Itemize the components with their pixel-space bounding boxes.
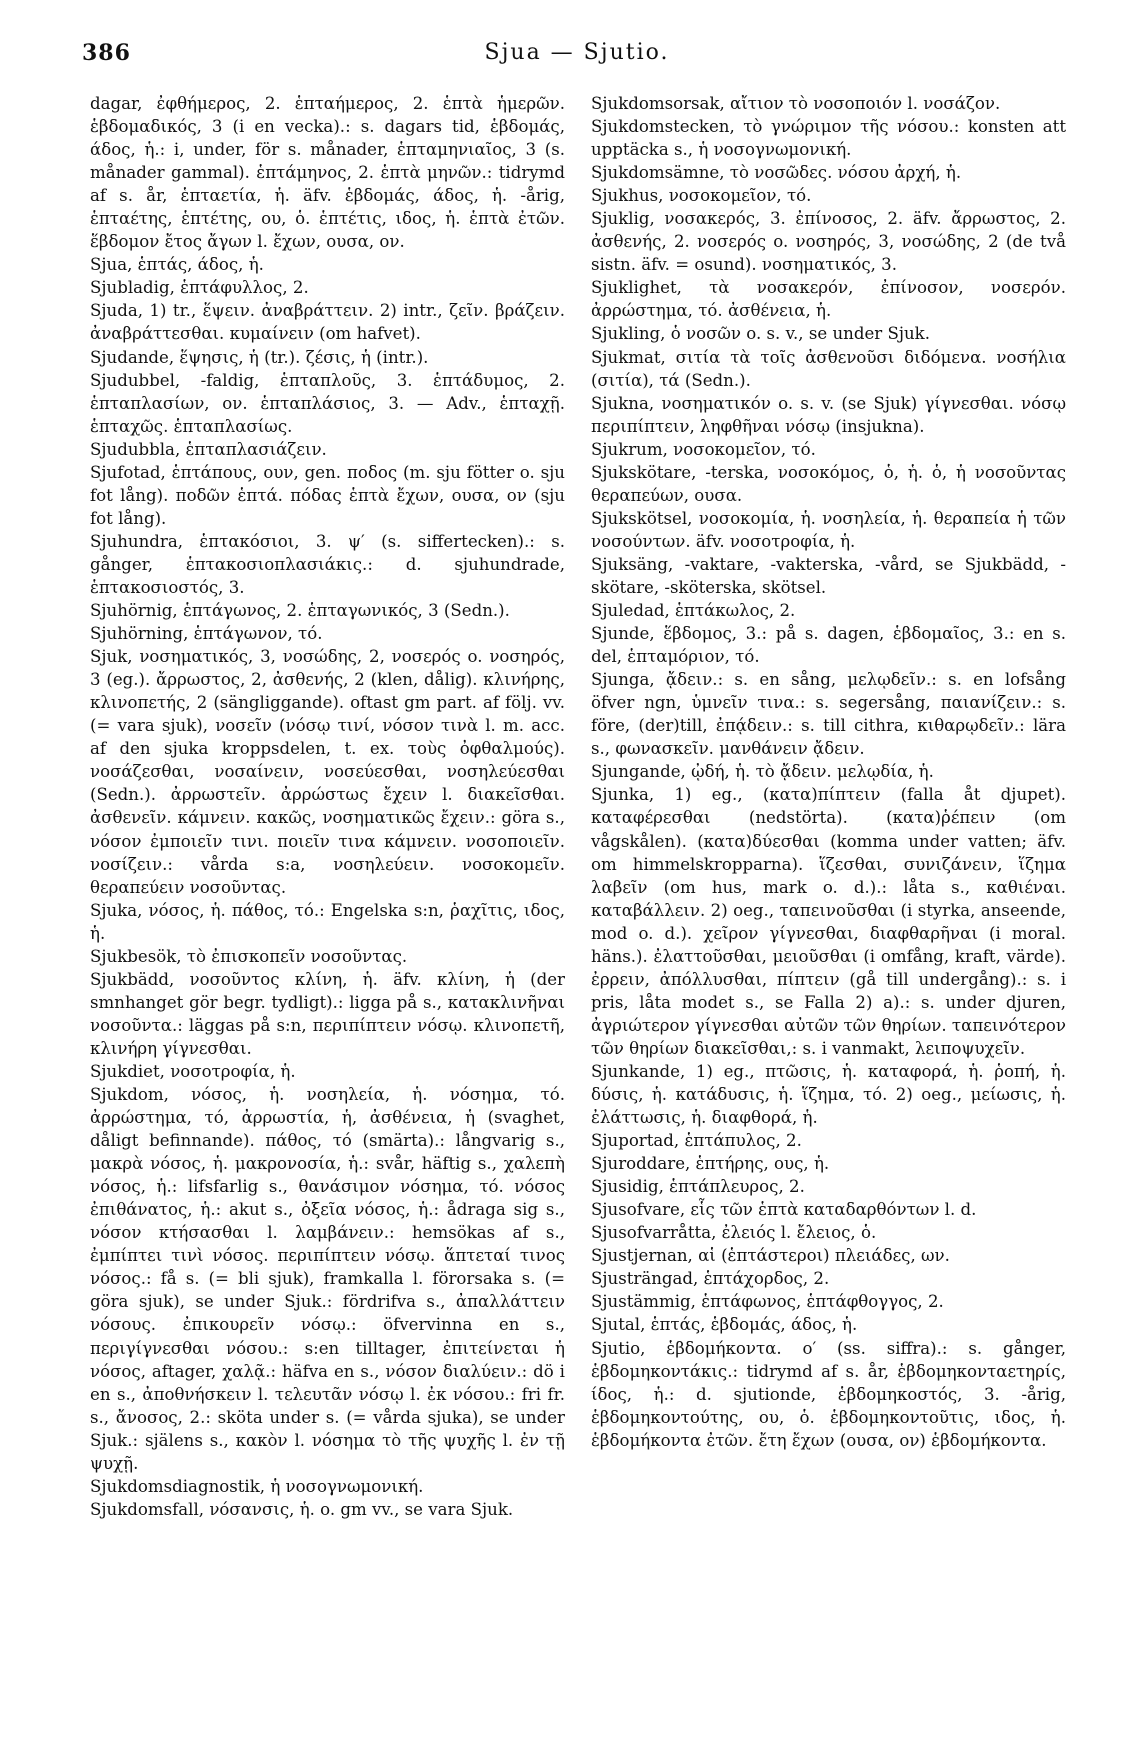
dictionary-entry: Sjudande, ἕψησις, ἡ (tr.). ζέσις, ἡ (intr.).: [90, 347, 429, 367]
dictionary-entry: Sjuklighet, τὰ νοσακερόν, ἐπίνοσον, νοσερόν. ἀρρώστημα, τό. ἀσθένεια, ἡ.: [591, 278, 1066, 321]
dictionary-entry: Sjuklig, νοσακερός, 3. ἐπίνοσος, 2. äfv. ἄρρωστος, 2. ἀσθενής, 2. νοσερός o. νοσηρός, 3, νοσώδης, 2 (de två sistn. äfv. = osund). νοσηματικός, 3.: [591, 209, 1066, 275]
dictionary-entry: Sjudubbla, ἑπταπλασιάζειν.: [90, 439, 327, 459]
dictionary-entry: Sjukdiet, νοσοτροφία, ἡ.: [90, 1061, 296, 1081]
dictionary-entry: Sjuka, νόσος, ἡ. πάθος, τό.: Engelska s:n, ῥαχῖτις, ιδος, ἡ.: [90, 900, 565, 943]
dictionary-entry: Sjukbädd, νοσοῦντος κλίνη, ἡ. äfv. κλίνη, ἡ (der smnhanget gör begr. tydligt).: ligga på s., κατακλινῆναι νοσοῦντα.: läggas på s:n, περιπίπτειν νόσῳ. κλινοπετῆ, κλινήρη γίγνεσθαι.: [90, 969, 565, 1058]
dictionary-entry: Sjuledad, ἑπτάκωλος, 2.: [591, 601, 796, 621]
dictionary-entry: Sjuportad, ἑπτάπυλος, 2.: [591, 1131, 802, 1151]
dictionary-entry: Sjuhörnig, ἑπτάγωνος, 2. ἑπταγωνικός, 3 (Sedn.).: [90, 601, 510, 621]
dictionary-entry: Sjunka, 1) eg., (κατα)πίπτειν (falla åt djupet). καταφέρεσθαι (nedstörta). (κατα)ῥέπειν (om vågskålen). (κατα)δύεσθαι (komma under vatten; äfv. om himmelskropparna). ἵζεσθαι, συνιζάνειν, ἵζημα λαβεῖν (om hus, mark o. d.).: låta s., καθιέναι. καταβάλλειν. 2) oeg., ταπεινοῦσθαι (i styrka, anseende, mod o. d.). χεῖρον γίγνεσθαι, διαφθαρῆναι (i moral. häns.). ἐλαττοῦσθαι, μειοῦσθαι (i omfång, kraft, värde). ἐρρειν, ἀπόλλυσθαι, πίπτειν (gå till undergång).: s. i pris, låta modet s., se Falla 2) a).: s. under djuren, ἀγριώτερον γίγνεσθαι αὐτῶν τῶν θηρίων. ταπεινότερον τῶν θηρίων διακεῖσθαι,: s. i vanmakt, λειποψυχεῖν.: [591, 785, 1067, 1058]
dictionary-entry: Sjusidig, ἑπτάπλευρος, 2.: [591, 1177, 805, 1197]
dictionary-entry: Sjusofvarråtta, ἐλειός l. ἔλειος, ὁ.: [591, 1223, 877, 1243]
dictionary-entry: Sjukbesök, τὸ ἐπισκοπεῖν νοσοῦντας.: [90, 946, 408, 966]
dictionary-entry: Sjustämmig, ἑπτάφωνος, ἑπτάφθογγος, 2.: [591, 1292, 944, 1312]
dictionary-entry: Sjukdom, νόσος, ἡ. νοσηλεία, ἡ. νόσημα, τό. ἀρρώστημα, τό, ἀρρωστία, ἡ, ἀσθένεια, ἡ (svaghet, dåligt befinnande). πάθος, τό (smärta).: långvarig s., μακρὰ νόσος, ἡ. μακρονοσία, ἡ.: svår, häftig s., χαλεπὴ νόσος, ἡ.: lifsfarlig s., θανάσιμον νόσημα, τό. νόσος ἐπιθάνατος, ἡ.: akut s., ὀξεῖα νόσος, ἡ.: ådraga sig s., νόσον κτήσασθαι l. λαμβάνειν.: hemsökas af s., ἐμπίπτει τινὶ νόσος. περιπίπτειν νόσῳ. ἅπτεταί τινος νόσος.: få s. (= bli sjuk), framkalla l. förorsaka s. (= göra sjuk), se under Sjuk.: fördrifva s., ἀπαλλάττειν νόσους. ἐπικουρεῖν νόσῳ.: öfvervinna en s., περιγίγνεσθαι νόσου.: s:en tilltager, ἐπιτείνεται ἡ νόσος, aftager, χαλᾷ.: häfva en s., νόσον διαλύειν.: dö i en s., ἀποθνήσκειν l. τελευτᾶν νόσῳ l. ἐκ νόσου.: fri fr. s., ἄνοσος, 2.: sköta under s. (= vårda sjuka), se under Sjuk.: själens s., κακὸν l. νόσημα τὸ τῆς ψυχῆς l. ἐν τῇ ψυχῇ.: [90, 1085, 565, 1473]
dictionary-entry: Sjukdomstecken, τὸ γνώριμον τῆς νόσου.: konsten att upptäcka s., ἡ νοσογνωμονική.: [591, 117, 1066, 160]
right-column: [591, 92, 1066, 1452]
dictionary-entry: Sjufotad, ἑπτάπους, ουν, gen. ποδος (m. sju fötter o. sju fot lång). ποδῶν ἑπτά. πόδας ἑπτὰ ἔχων, ουσα, ον (sju fot lång).: [90, 462, 565, 528]
dictionary-entry: Sjukdomsorsak, αἴτιον τὸ νοσοποιόν l. νοσάζον.: [591, 94, 1001, 113]
dictionary-entry: Sjukskötare, -terska, νοσοκόμος, ὁ, ἡ. ὁ, ἡ νοσοῦντας θεραπεύων, ουσα.: [591, 462, 1066, 505]
dictionary-entry: Sjubladig, ἑπτάφυλλος, 2.: [90, 278, 309, 298]
dictionary-entry: Sjusofvare, εἷς τῶν ἑπτὰ καταδαρθόντων l. d.: [591, 1200, 977, 1220]
dictionary-entry: Sjukmat, σιτία τὰ τοῖς ἀσθενοῦσι διδόμενα. νοσήλια (σιτία), τά (Sedn.).: [591, 347, 1066, 390]
dictionary-entry: Sjunde, ἕβδομος, 3.: på s. dagen, ἑβδομαῖος, 3.: en s. del, ἑπταμόριον, τό.: [591, 624, 1066, 667]
dictionary-entry: Sjukhus, νοσοκομεῖον, τό.: [591, 186, 812, 206]
dictionary-entry: Sjuhörning, ἑπτάγωνον, τό.: [90, 624, 323, 644]
dictionary-entry: dagar, ἐφθήμερος, 2. ἑπταήμερος, 2. ἑπτὰ ἡμερῶν. ἑβδομαδικός, 3 (i en vecka).: s. dagars tid, ἑβδομάς, άδος, ἡ.: i, under, för s. månader, ἑπταμηνιαῖος, 3 (s. månader gammal). ἑπτάμηνος, 2. ἑπτὰ μηνῶν.: tidrymd af s. år, ἑπταετία, ἡ. äfv. ἑβδομάς, άδος, ἡ. -årig, ἑπταέτης, ἑπτέτης, ου, ὁ. ἑπτέτις, ιδος, ἡ. ἑπτὰ ἐτῶν. ἕβδομον ἔτος ἄγων l. ἔχων, ουσα, ον.: [90, 94, 565, 252]
dictionary-entry: Sjuk, νοσηματικός, 3, νοσώδης, 2, νοσερός o. νοσηρός, 3 (eg.). ἄρρωστος, 2, ἀσθενής, 2 (klen, dålig). κλινήρης, κλινοπετής, 2 (sängliggande). oftast gm part. af följ. vv. (= vara sjuk), νοσεῖν (νόσῳ τινί, νόσον τινὰ l. m. acc. af den sjuka kroppsdelen, t. ex. τοὺς ὀφθαλμούς). νοσάζεσθαι, νοσαίνειν, νοσεύεσθαι, νοσηλεύεσθαι (Sedn.). ἀρρωστεῖν. ἀρρώστως ἔχειν l. διακεῖσθαι. ἀσθενεῖν. κάμνειν. κακῶς, νοσηματικῶς ἔχειν.: göra s., νόσον ἐμποιεῖν τινι. ποιεῖν τινα κάμνειν. νοσοποιεῖν. νοσίζειν.: vårda s:a, νοσηλεύειν. νοσοκομεῖν. θεραπεύειν νοσοῦντας.: [90, 647, 565, 897]
dictionary-entry: Sjutio, ἑβδομήκοντα. ο′ (ss. siffra).: s. gånger, ἑβδομηκοντάκις.: tidrymd af s. år, ἑβδομηκονταετηρίς, ίδος, ἡ.: d. sjutionde, ἑβδομηκοστός, 3. -årig, ἑβδομηκοντούτης, ου, ὁ. ἑβδομηκοντοῦτις, ιδος, ἡ. ἑβδομήκοντα ἐτῶν. ἔτη ἔχων (ουσα, ον) ἑβδομήκοντα.: [591, 1338, 1066, 1450]
page-header: [82, 40, 1072, 74]
dictionary-entry: Sjuhundra, ἑπτακόσιοι, 3. ψ′ (s. siffertecken).: s. gånger, ἑπτακοσιοπλασιάκις.: d. sjuhundrade, ἑπτακοσιοστός, 3.: [90, 531, 565, 597]
dictionary-entry: Sjustjernan, αἱ (ἑπτάστεροι) πλειάδες, ων.: [591, 1246, 950, 1266]
dictionary-entry: Sjudubbel, -faldig, ἑπταπλοῦς, 3. ἑπτάδυμος, 2. ἑπταπλασίων, ον. ἑπταπλάσιος, 3. — Adv., ἑπταχῇ. ἑπταχῶς. ἑπταπλασίως.: [90, 370, 565, 436]
dictionary-entry: Sjuda, 1) tr., ἕψειν. ἀναβράττειν. 2) intr., ζεῖν. βράζειν. ἀναβράττεσθαι. κυμαίνειν (om hafvet).: [90, 301, 565, 344]
dictionary-entry: Sjusträngad, ἑπτάχορδος, 2.: [591, 1269, 830, 1289]
dictionary-entry: Sjutal, ἑπτάς, ἑβδομάς, άδος, ἡ.: [591, 1315, 858, 1335]
dictionary-entry: Sjukling, ὁ νοσῶν o. s. v., se under Sjuk.: [591, 324, 930, 344]
dictionary-entry: Sjua, ἑπτάς, άδος, ἡ.: [90, 255, 264, 275]
dictionary-entry: Sjukdomsämne, τὸ νοσῶδες. νόσου ἀρχή, ἡ.: [591, 163, 962, 183]
dictionary-entry: Sjukrum, νοσοκομεῖον, τό.: [591, 439, 816, 459]
running-title: Sjua — Sjutio.: [484, 40, 670, 65]
dictionary-entry: Sjukdomsfall, νόσανσις, ἡ. o. gm vv., se vara Sjuk.: [90, 1499, 514, 1519]
dictionary-entry: Sjunkande, 1) eg., πτῶσις, ἡ. καταφορά, ἡ. ῥοπή, ἡ. δύσις, ἡ. κατάδυσις, ἡ. ἵζημα, τό. 2) oeg., μείωσις, ἡ. ἐλάττωσις, ἡ. διαφθορά, ἡ.: [591, 1061, 1066, 1128]
dictionary-entry: Sjuksäng, -vaktare, -vakterska, -vård, se Sjukbädd, -skötare, -sköterska, skötsel.: [591, 554, 1066, 597]
dictionary-entry: Sjukskötsel, νοσοκομία, ἡ. νοσηλεία, ἡ. θεραπεία ἡ τῶν νοσούντων. äfv. νοσοτροφία, ἡ.: [591, 508, 1066, 551]
dictionary-entry: Sjungande, ᾠδή, ἡ. τὸ ᾄδειν. μελῳδία, ἡ.: [591, 762, 934, 782]
dictionary-entry: Sjukdomsdiagnostik, ἡ νοσογνωμονική.: [90, 1476, 424, 1496]
page-number: 386: [82, 40, 131, 66]
dictionary-entry: Sjukna, νοσηματικόν o. s. v. (se Sjuk) γίγνεσθαι. νόσῳ περιπίπτειν, ληφθῆναι νόσῳ (insjukna).: [591, 393, 1066, 436]
left-column: [90, 92, 565, 1521]
dictionary-entry: Sjuroddare, ἑπτήρης, ους, ἡ.: [591, 1154, 830, 1174]
dictionary-entry: Sjunga, ᾄδειν.: s. en sång, μελῳδεῖν.: s. en lofsång öfver ngn, ὑμνεῖν τινα.: s. segersång, παιανίζειν.: s. före, (der)till, ἐπᾴδειν.: s. till cithra, κιθαρῳδεῖν.: lära s., φωνασκεῖν. μανθάνειν ᾄδειν.: [591, 670, 1066, 759]
